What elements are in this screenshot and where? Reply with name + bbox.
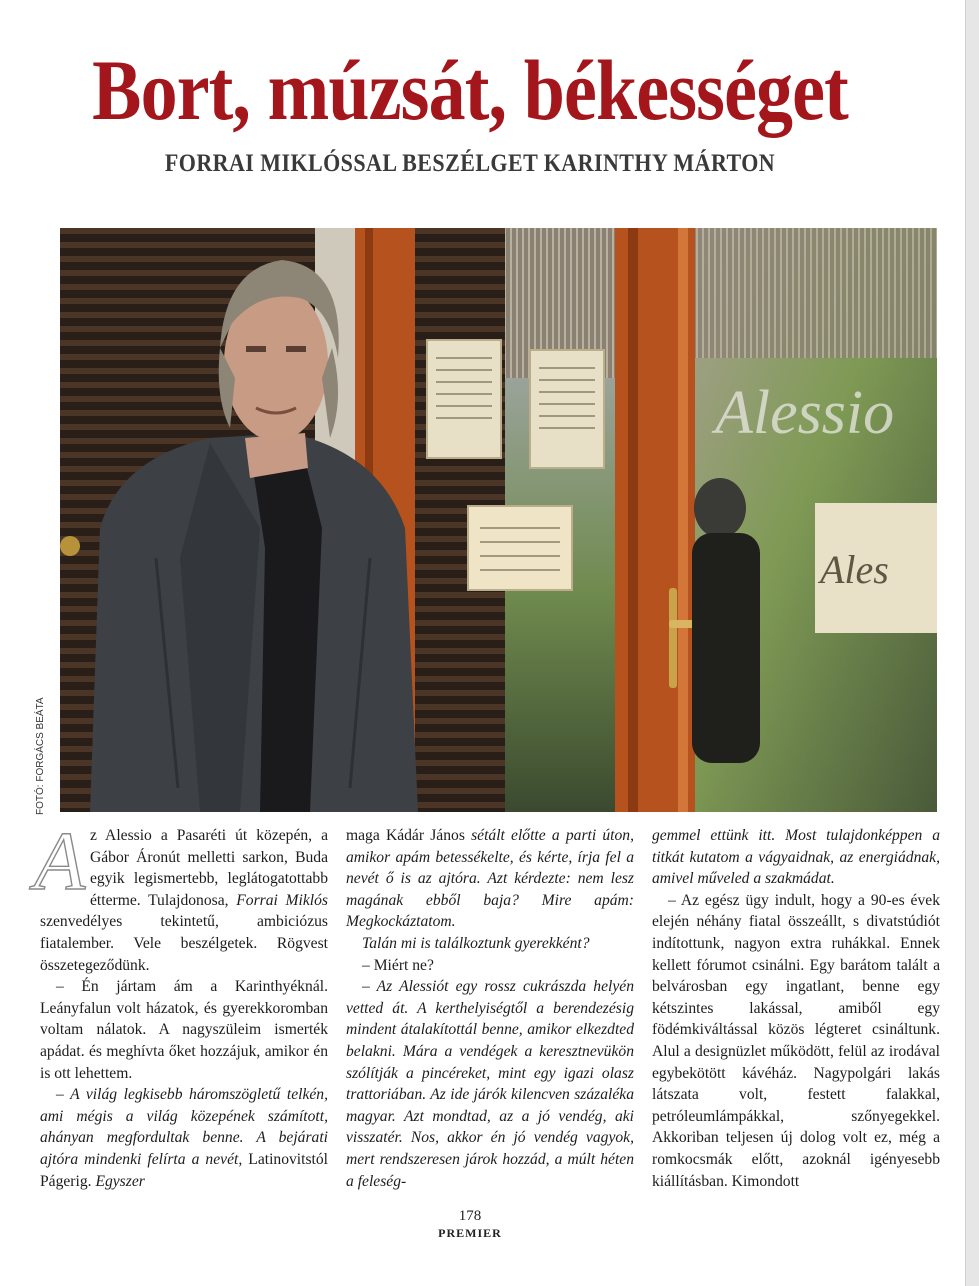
glass-sign-text: Alessio (715, 379, 895, 447)
article-photo (60, 228, 937, 812)
photo-illustration (60, 228, 937, 812)
paragraph: – A világ legkisebb háromszögletű telkén, ami mégis a világ közepének számított, ahányan megfordultak benne. A bejárati ajtóra mindenki felírta a nevét, Latinovitstól Págerig. Egyszer (40, 1086, 328, 1190)
magazine-name: PREMIER (438, 1226, 502, 1240)
article-body (34, 815, 940, 1195)
drop-cap: A (34, 815, 86, 908)
paragraph: gemmel ettünk itt. Most tulajdonképpen a titkát kutatom a vágyaidnak, az energiádnak, amivel műveled a szakmádat. (652, 827, 940, 888)
door-handle (669, 588, 677, 688)
column-2 (346, 825, 634, 1195)
article-subtitle: FORRAI MIKLÓSSAL BESZÉLGET KARINTHY MÁRTON (164, 150, 776, 177)
page-number: 178 (458, 1208, 482, 1224)
paragraph: – Én jártam ám a Karinthyéknál. Leányfalun volt házatok, és gyerekkoromban voltam nálatok. A nagyszüleim ismerték apádat. és meghívta őket hozzájuk, amikor én is ott lehettem. (40, 978, 328, 1082)
column-3 (652, 825, 940, 1195)
svg-text:Ales: Ales (820, 547, 889, 592)
column-1 (34, 815, 328, 1195)
paragraph: Talán mi is találkoztunk gyerekként? (362, 934, 590, 952)
menu-card-3 (468, 506, 572, 590)
paragraph: – Az Alessiót egy rossz cukrászda helyén vetted át. A kerthelyiségtől a berendezésig mindent átalakítottál benne, amikor elkezdted belakni. Mára a vendégek a keresztnevükön szólítják a pincéreket, mint egy igazi olasz trattoriában. Az ide járók kilencven százaléka magyar. Azt mondtad, az a jó vendég, aki visszatér. Nos, akkor én jó vendég vagyok, mert rendszeresen járok hozzád, a múlt héten a feleség- (346, 978, 634, 1190)
article-title: Bort, múzsát, békességet (92, 42, 848, 138)
page-edge (965, 0, 979, 1286)
paragraph: maga Kádár János sétált előtte a parti úton, amikor apám betessékelte, és kérte, írja fel a nevét ő is az ajtóra. Azt kérdezte: nem lesz magának ebből baja? Mire apám: Megkockáztatom. (346, 827, 634, 931)
paragraph: – Miért ne? (362, 956, 434, 974)
paragraph: – Az egész ügy indult, hogy a 90-es évek elején néhány fiatal összeállt, s divatstúdiót indítottunk, nagyon extra ruhákkal. Ennek kellett fórumot csinálni. Egy barátom talált a belvárosban egy ingatlant, benne egy kétszintes lakással, amiből egy födémkiváltással közös légteret csináltunk. Alul a designüzlet működött, felül az irodával egybekötött kávéház. Nagypolgári lakás látszata volt, festett falakkal, petróleumlámpákkal, szőnyegekkel. Akkoriban teljesen új dolog volt ez, még a romkocsmák előtt, azoknál igényesebb kiállításban. Kimondott (652, 891, 940, 1190)
paragraph: z Alessio a Pasaréti út közepén, a Gábor Áronút melletti sarkon, Buda egyik legismertebb, leglátogatottabb étterme. Tulajdonosa, Forrai Miklós szenvedélyes tekintetű, ambiciózus fiatalember. Vele beszélgetek. Rögvest összetegeződünk. (40, 827, 328, 974)
